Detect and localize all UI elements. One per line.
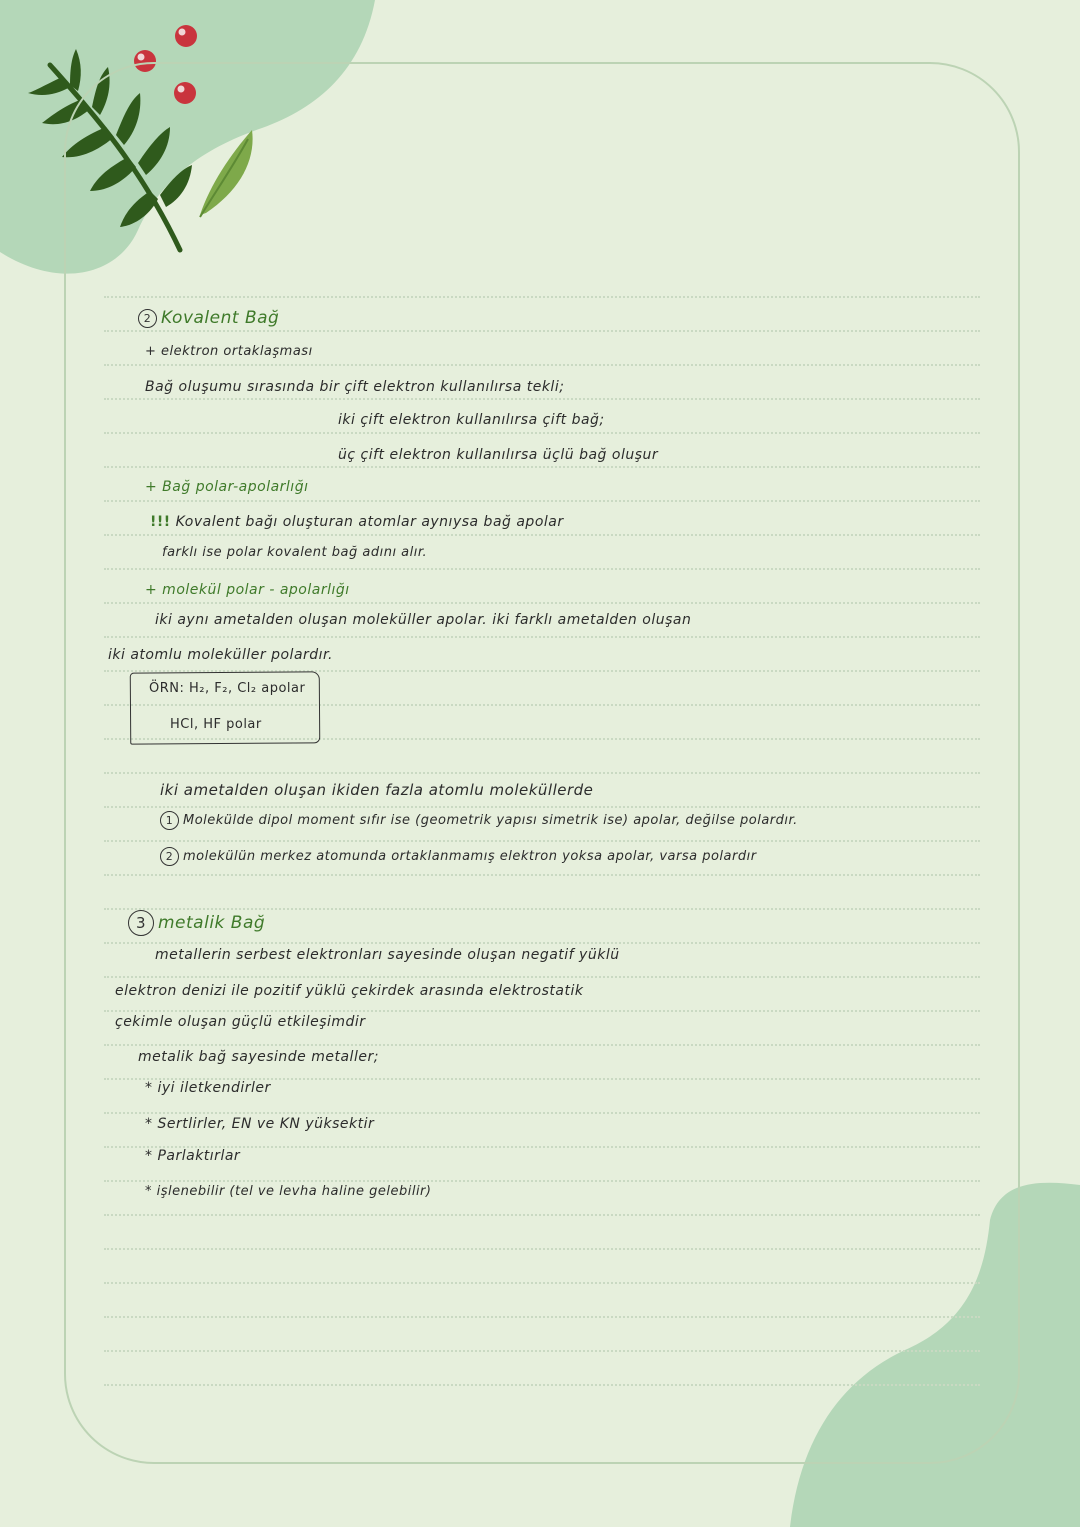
metallic-prop-conductive: * iyi iletkendirler <box>145 1080 271 1096</box>
section3-number: 3 <box>128 910 154 936</box>
metallic-def-line-2: elektron denizi ile pozitif yüklü çekirdek arasında elektrostatik <box>115 983 584 999</box>
multi-atom-intro: iki ametalden oluşan ikiden fazla atomlu moleküllerde <box>160 781 594 799</box>
rule-line <box>104 1282 980 1284</box>
rule-line <box>104 1384 980 1386</box>
metallic-prop-shiny: * Parlaktırlar <box>145 1148 241 1164</box>
rule-1-text: Molekülde dipol moment sıfır ise (geometrik yapısı simetrik ise) apolar, değilse polardır. <box>183 813 798 828</box>
rule-line <box>104 1180 980 1182</box>
rule-line <box>104 840 980 842</box>
rule-line <box>104 296 980 298</box>
rule-line <box>104 976 980 978</box>
rule-line <box>104 636 980 638</box>
rule-line <box>104 1316 980 1318</box>
metallic-prop-workable: * işlenebilir (tel ve levha haline gelebilir) <box>145 1184 432 1199</box>
section2-heading <box>138 308 279 328</box>
section3-heading <box>128 910 265 936</box>
rule-line <box>104 602 980 604</box>
bond-line-triple: üç çift elektron kullanılırsa üçlü bağ oluşur <box>338 447 659 463</box>
molecule-polarity-line-1: iki aynı ametalden oluşan moleküller apolar. iki farklı ametalden oluşan <box>155 612 692 628</box>
metallic-prop-hard: * Sertlirler, EN ve KN yüksektir <box>145 1116 375 1132</box>
warning-mark: !!! <box>150 514 171 530</box>
rule-line <box>104 1010 980 1012</box>
rule-line <box>104 364 980 366</box>
metallic-def-line-1: metallerin serbest elektronları sayesinde oluşan negatif yüklü <box>155 947 620 963</box>
rule-line <box>104 466 980 468</box>
rule-line <box>104 1248 980 1250</box>
rule-2-number: 2 <box>160 847 179 866</box>
metallic-props-intro: metalik bağ sayesinde metaller; <box>138 1049 379 1065</box>
rule-line <box>104 772 980 774</box>
section2-bullet-electron-sharing: + elektron ortaklaşması <box>145 344 313 359</box>
page-frame <box>64 62 1020 1464</box>
rule-line <box>104 398 980 400</box>
rule-line <box>104 874 980 876</box>
rule-1-number: 1 <box>160 811 179 830</box>
rule-line <box>104 432 980 434</box>
rule-line <box>104 1044 980 1046</box>
molecule-polarity-line-2: iki atomlu moleküller polardır. <box>108 647 333 663</box>
rule-line <box>104 568 980 570</box>
section2-title: Kovalent Bağ <box>161 308 280 328</box>
section2-number: 2 <box>138 309 157 328</box>
subheading-molecule-polarity: + molekül polar - apolarlığı <box>145 582 350 598</box>
rule-line <box>104 1214 980 1216</box>
metallic-def-line-3: çekimle oluşan güçlü etkileşimdir <box>115 1014 366 1030</box>
rule-2 <box>160 847 757 866</box>
subheading-bond-polarity: + Bağ polar-apolarlığı <box>145 479 309 495</box>
rule-line <box>104 1112 980 1114</box>
rule-1 <box>160 811 798 830</box>
rule-line <box>104 534 980 536</box>
rule-line <box>104 942 980 944</box>
bond-line-double: iki çift elektron kullanılırsa çift bağ; <box>338 412 605 428</box>
rule-line <box>104 500 980 502</box>
example-polar: HCl, HF polar <box>170 717 262 732</box>
bond-polarity-line-1 <box>150 514 564 530</box>
bond-line-single: Bağ oluşumu sırasında bir çift elektron kullanılırsa tekli; <box>145 379 565 395</box>
rule-2-text: molekülün merkez atomunda ortaklanmamış elektron yoksa apolar, varsa polardır <box>183 849 757 864</box>
rule-line <box>104 330 980 332</box>
section3-title: metalik Bağ <box>158 913 266 933</box>
example-apolar: ÖRN: H₂, F₂, Cl₂ apolar <box>149 681 306 696</box>
rule-line <box>104 806 980 808</box>
bond-polarity-line-2: farklı ise polar kovalent bağ adını alır. <box>162 545 428 560</box>
rule-line <box>104 1350 980 1352</box>
bond-polarity-text-1: Kovalent bağı oluşturan atomlar aynıysa bağ apolar <box>175 514 564 530</box>
